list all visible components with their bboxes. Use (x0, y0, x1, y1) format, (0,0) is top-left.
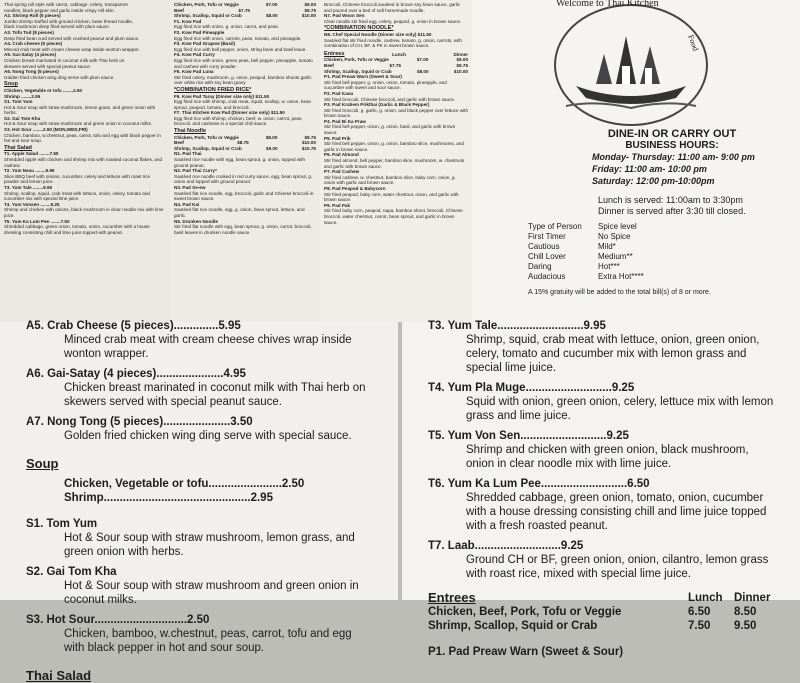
menu-page-entrees-small (320, 0, 472, 322)
menu-line: Slice BBQ beef with onions, cucumber, celery and lettuce with roast rice powder and lemon juice. (4, 173, 151, 185)
item-desc: Golden fried chicken wing ding serve with special sauce. (64, 430, 352, 442)
menu-line: Stir fried peapod, baby corn, water chestnut, onion, and garlic with brown sauce. (324, 191, 459, 203)
thai-kitchen-logo (554, 0, 708, 126)
menu-page-salad-zoom (402, 320, 800, 658)
price-dinner: $10.75 (301, 145, 316, 151)
price-row-label: Shrimp, Scallop, Squid or Crab (324, 68, 392, 74)
spice-level: Hot*** (598, 262, 620, 271)
menu-line: Sautéed flat rice noodle, egg, broccoli, garlic and Chinese broccoli in sweet brown sauce. (174, 190, 314, 202)
soup-price-line: Shrimp..............................................2.95 (64, 492, 273, 504)
dine-in-title: DINE-IN OR CARRY OUT (607, 128, 737, 140)
spice-col-type: Type of Person (528, 222, 582, 231)
menu-item-title: T4. Yum Vonsen ........9.25 (4, 201, 60, 207)
menu-line: Egg fried rice with shrimp, chicken, beef, w. onion, carrot, peas, broccoli, and cashews in a special chili sauce. (174, 115, 303, 127)
menu-item-title: S2. Gai Tom Kha (4, 115, 41, 121)
menu-line: Sautéed rice noodle with egg, bean sprout, g. onion, topped with ground peanut. (174, 157, 306, 168)
spice-type: Daring (528, 262, 552, 271)
logo-side-text: Food (686, 33, 701, 53)
item-title: A7. Nong Tong (5 pieces).....................3.50 (26, 416, 253, 428)
section-heading-entrees: Entrees (428, 590, 476, 605)
price-dinner: $9.00 (456, 57, 468, 63)
menu-line: Chicken breast marinated in coconut milk with Thai herb on (4, 57, 125, 63)
hours-line: Saturday: 12:00 pm-10:00pm (592, 176, 715, 186)
menu-item-title: F1. Kow Pad (174, 18, 202, 24)
spice-col-level: Spice level (598, 222, 637, 231)
menu-line: Minced crab meat with cream cheese wrap inside wonton wrapper. (4, 46, 140, 52)
price-lunch: $7.00 (416, 57, 429, 63)
menu-item-title: P8. Pad Peapod & Babycorn (324, 186, 386, 191)
menu-item-title: N7. Pad Woon Sen (324, 13, 365, 19)
hours-line: Monday- Thursday: 11:00 am- 9:00 pm (592, 152, 755, 162)
menu-item-title: N1. Pad Thai (174, 151, 202, 157)
restaurant-info (512, 128, 792, 217)
item-title: S2. Gai Tom Kha (26, 566, 117, 578)
section-heading-salad: Thai Salad (4, 144, 32, 151)
menu-line: Stir fried baby corn, peapod, napa, bamboo shoot, broccoli, Chinese broccoli, water chestnut, carrot, bean sprout, and garlic in brown sauce. (324, 208, 463, 225)
item-desc: Squid with onion, green onion, celery, lettuce mix with lemon grass and lime juice. (466, 396, 774, 422)
soup-price-line: Chicken, Vegetable or tofu.......................2.50 (64, 478, 305, 490)
price-row-label: Shrimp, Scallop, Squid or Crab (428, 620, 598, 632)
price-row-label: Chicken, Pork, Tofu or Veggie (174, 134, 239, 140)
price-row-label: Shrimp, Scallop, Squid or Crab (174, 13, 242, 19)
menu-item-title: P3. Pad Kratiem Prikthai (Garlic & Black Pepper) (324, 102, 430, 108)
section-heading-soup: Soup (26, 456, 59, 471)
price-dinner: $9.75 (304, 7, 316, 13)
price-row-label: Beef (174, 7, 184, 13)
price-row (428, 619, 774, 633)
menu-line: Stir fried broccoli, Chinese broccoli, and garlic with brown sauce. (324, 96, 456, 102)
spice-type: Chill Lover (528, 252, 566, 261)
menu-item-title: P9. Pad Pak (324, 202, 351, 208)
menu-page-fried-rice (170, 0, 320, 322)
price-row-label: Chicken, Pork, Tofu or Veggie (174, 2, 239, 7)
spice-type: First Timer (528, 232, 566, 241)
item-desc: Shrimp, squid, crab meat with lettuce, onion, green onion, celery, tomato and cucumber mix with lemon grass and special lime juice. (466, 334, 760, 374)
price-lunch: $8.75 (237, 140, 249, 146)
menu-line: Stir fried bell pepper, onion, g. onion, basil, and garlic with brown sauce. (324, 124, 456, 136)
price-row-label: Beef (174, 140, 184, 146)
menu-line: Shrimp and chicken with onions, black mushroom in clear noodle mix with lime juice. (4, 207, 164, 218)
spice-row (528, 232, 728, 242)
menu-line: Stir fried cashew, w. chestnut, bamboo slice, baby corn, onion, g. onion with garlic and brown sauce. (324, 174, 456, 186)
cutoff-item-title: P1. Pad Preaw Warn (Sweet & Sour) (428, 646, 624, 658)
gratuity-note: A 15% gratuity will be added to the total bill(s) of 8 or more. (528, 289, 711, 296)
spice-level-table (528, 222, 728, 298)
col-lunch: Lunch (392, 51, 406, 57)
menu-line: Chicken, Vegetable or tofu ........2.50 (4, 87, 83, 93)
price-row (428, 605, 774, 619)
menu-item-title: N8. Chef Special Noodle (Dinner size only) $11.50 (324, 31, 432, 37)
item-title: T5. Yum Von Sen...........................9.25 (428, 430, 629, 442)
menu-item-title: F4. Kow Pad Curry (174, 52, 215, 58)
menu-line: skewers served with special peanut sauce. (4, 63, 92, 69)
menu-item-title: F3. Kow Pad Grapow (Basil) (174, 41, 236, 47)
menu-line: Sautéed flat rice noodle, egg, g. onion, bean sprout, lettuce, and garlic. (174, 207, 305, 218)
menu-line: Hot & Sour soup with straw mushroom, lemon grass, and green onion with herbs. (4, 104, 156, 116)
item-desc: Chicken breast marinated in coconut milk with Thai herb on skewers served with special peanut sauce. (64, 382, 366, 408)
menu-item-title: N3. Pad Se-ew (174, 185, 206, 190)
menu-item-title: A4. Crab cheese (5 pieces) (4, 41, 63, 47)
spice-level: Extra Hot**** (598, 272, 644, 281)
spice-type: Audacious (528, 272, 566, 281)
item-desc: Hot & Sour soup with straw mushroom and green onion in coconut milks. (64, 580, 359, 606)
menu-line: Egg fried rice with shrimp, crab meat, squid, scallop, w. onion, bean sprout, peapod, tomato, and broccoli. (174, 99, 312, 110)
entrees-text-block (320, 0, 472, 227)
cutoff-item-title: T3. Yum Tale...........................9.95 (428, 320, 606, 332)
menu-item-title: P5. Pad Prik (324, 135, 351, 141)
price-lunch: $9.00 (266, 145, 278, 151)
menu-item-title: F5. Kow Pad Luna (174, 69, 214, 75)
price-lunch: $8.00 (265, 134, 278, 140)
price-lunch: $7.00 (265, 2, 278, 7)
section-heading-noodle: Thai Noodle (174, 128, 207, 135)
price-lunch: $8.00 (417, 68, 429, 74)
menu-line: Egg fried rice with onion, carrots, peas, tomato, and pineapple. (174, 35, 302, 41)
price-lunch: $7.75 (389, 62, 401, 68)
price-dinner: 8.50 (734, 606, 757, 618)
menu-line: Shrimp, scallop, squid, crab meat with lettuce, onion, celery, tomato and cucumber mix with special lime juice. (4, 190, 150, 202)
menu-item-title: A6. Nong Tong (5 pieces) (4, 69, 59, 75)
menu-page-soup-zoom (0, 320, 398, 683)
menu-item-title: P6. Pad Almond (324, 152, 359, 158)
menu-line: noodles, black pepper and garlic inside crispy roll skin. (4, 7, 115, 13)
spice-level: No Spice (598, 232, 631, 241)
item-title: T7. Laab...........................9.25 (428, 540, 584, 552)
price-dinner: $9.75 (304, 134, 316, 140)
logo-welcome-text: Welcome to Thai Kitchen (556, 0, 659, 9)
menu-line: Shrimp ........2.95 (4, 93, 41, 99)
price-row-label: Chicken, Beef, Pork, Tofu or Veggie (428, 606, 622, 618)
item-title: S1. Tom Yum (26, 518, 98, 530)
item-title: S3. Hot Sour.............................2.50 (26, 614, 210, 626)
menu-line: Deep fried bean curd served with crushed peanut and plum sauce. (4, 35, 140, 41)
item-desc: Chicken, bamboo, w.chestnut, peas, carrot, tofu and egg with black pepper in hot and sour soup. (64, 628, 352, 654)
business-hours-title: BUSINESS HOURS: (625, 140, 719, 151)
hours-line: Friday: 11:00 am- 10:00 pm (592, 164, 707, 174)
item-desc: Hot & Sour soup with straw mushroom, lemon grass, and green onion with herbs. (64, 532, 355, 558)
menu-item-title: P1. Pad Preaw Warn (Sweet & Sour) (324, 74, 402, 80)
menu-page-appetizers-small (0, 0, 170, 322)
price-lunch: 6.50 (688, 606, 711, 618)
spice-type: Cautious (528, 242, 560, 251)
menu-line: Clear noodle stir fried egg, celery, peapod, g. onion in brown sauce. (324, 18, 462, 24)
price-row-label: Beef (324, 62, 334, 68)
price-lunch: 7.50 (688, 620, 711, 632)
menu-item-title: A2. Shrimp Roll (5 pieces) (4, 13, 61, 19)
menu-line: Stir fried broccoli, g. garlic, g. onion, and black pepper over lettuce with brown sauce. (324, 107, 469, 119)
item-desc: Shredded cabbage, green onion, tomato, onion, cucumber with a house dressing consisting chill and lime juice topped with a fresh roasted peanut. (466, 492, 767, 532)
section-heading-combination-noodle: *COMBINATION NOODLE* (324, 25, 394, 32)
spice-header (528, 222, 728, 232)
menu-item-title: N4. Pad Kai (174, 201, 200, 207)
dinner-note: Dinner is served after 3:30 till closed. (598, 206, 746, 216)
salad-zoom-text (402, 319, 800, 659)
menu-line: Stir fried bell pepper, g. onion, onion, tomato, pineapple, and cucumber with sweet and sour sauce. (324, 79, 447, 91)
spice-row (528, 252, 728, 262)
section-heading-combination-rice: *COMBINATION FRIED RICE* (174, 86, 252, 93)
item-title: T6. Yum Ka Lum Pee...........................6.50 (428, 478, 650, 490)
menu-page-cover (472, 0, 800, 322)
price-lunch: $7.75 (238, 7, 250, 13)
entrees-header-row (428, 591, 774, 605)
fried-rice-text-block (170, 0, 320, 237)
section-heading-entrees: Entrees (324, 50, 345, 57)
spice-row (528, 242, 728, 252)
price-dinner: $10.00 (301, 140, 316, 146)
menu-line: and poured over a bed of soft homemade noodle. (324, 7, 425, 13)
menu-line: Broccoli, Chinese broccoli sautéed in brown soy bean sauce, garlic (324, 2, 461, 7)
menu-item-title: S3. Hot Sour ........2.50 (MON,WED,FRI) (4, 127, 88, 133)
menu-line: Egg fried rice with bell pepper, onion, string bean and basil leave. (174, 46, 307, 52)
item-title: T4. Yum Pla Muge...........................9.25 (428, 382, 635, 394)
logo-arc-text (556, 0, 706, 124)
menu-item-title: T3. Yum Tale ........9.95 (4, 185, 53, 190)
price-dinner: $10.00 (453, 68, 468, 74)
menu-line: black mushroom deep fried served with plum sauce. (4, 24, 110, 30)
spice-row (528, 262, 728, 272)
menu-line: Stir fried bell pepper, onion, g. onion, bamboo slice, mushrooms, and garlic in brown sauce. (324, 141, 464, 152)
soup-zoom-text (0, 319, 398, 683)
item-desc: Ground CH or BF, green onion, onion, cilantro, lemon grass with roast rice, mixed with special lime juice. (466, 554, 769, 580)
menu-line: Stir fried celery, mushroom, g. onion, peapod, bamboo shoots garlic over white rice with soy bean gravy. (174, 74, 312, 86)
spice-level: Medium** (598, 252, 633, 261)
menu-line: Jumbo shrimp stuffed with ground chicken, bean thread noodle, (4, 18, 134, 24)
menu-line: Golden fried chicken wing ding serve with plum sauce. (4, 74, 115, 80)
menu-line: Chicken, bamboo, w.chestnut, peas, carrot, tofu and egg with black pepper in hot and sour soup. (4, 132, 161, 144)
menu-line: Shredded cabbage, green onion, tomato, onion, cucumber with a house dressing consisting chill and lime juice topped with peanut. (4, 224, 150, 235)
menu-line: Shredded apple with chicken and shrimp mix with roasted coconut flakes, and cashew. (4, 157, 163, 168)
menu-item-title: P4. Pad Bi Ka Praw (324, 118, 366, 124)
item-desc: Minced crab meat with cream cheese chives wrap inside wonton wrapper. (64, 334, 352, 360)
lunch-note: Lunch is served: 11:00am to 3:30pm (598, 195, 743, 205)
menu-item-title: A3. Tofu Tod (8 pieces) (4, 29, 54, 35)
spice-row (528, 272, 728, 282)
menu-line: Sautéed flat stir fried noodle, cashew, tomato, g. onion, carrots, with combination of CH, BF, & PK in sweet brown sauce. (324, 37, 462, 49)
price-dinner: $9.75 (456, 62, 468, 68)
col-dinner: Dinner (453, 51, 468, 57)
menu-item-title: F6. Kow Pad Taray (Dinner size only) $11.50 (174, 93, 270, 99)
menu-line: Stir fried almond, bell pepper, bamboo slice, mushroom, w. chestnuts and garlic with brown sauce. (324, 158, 465, 169)
item-desc: Shrimp and chicken with green onion, black mushroom, onion in clear noodle mix with lime juice. (466, 444, 749, 470)
menu-item-title: N2. Pad Thai Curry* (174, 168, 217, 174)
menu-item-title: P2. Pad Kana (324, 90, 354, 96)
cutoff-item-title: A5. Crab Cheese (5 pieces)..............5.95 (26, 320, 241, 332)
item-title: A6. Gai-Satay (4 pieces).....................4.95 (26, 368, 246, 380)
section-heading-soup: Soup (4, 81, 18, 88)
appetizer-text-block (0, 0, 170, 237)
col-dinner: Dinner (734, 592, 771, 604)
cutoff-section-heading: Thai Salad (26, 668, 92, 683)
menu-line: Egg fried rice with onion, g. onion, carrot, and peas. (174, 24, 279, 30)
price-lunch: $8.00 (266, 13, 278, 19)
menu-item-title: N5. Drunken Noodle (174, 218, 218, 224)
menu-line: Egg fried rice with onion, green peas, bell pepper, pineapple, tomato and cashew with curry powder. (174, 57, 313, 69)
price-dinner: 9.50 (734, 620, 757, 632)
menu-item-title: F2. Kow Pad Pineapple (174, 29, 225, 35)
spice-level: Mild* (598, 242, 616, 251)
menu-item-title: T2. Yum Neau ........9.95 (4, 168, 55, 174)
col-lunch: Lunch (688, 592, 723, 604)
menu-item-title: P7. Pad Cashew (324, 169, 360, 175)
menu-item-title: T5. Yum Ka Lum Pee ........7.50 (4, 218, 70, 224)
menu-line: Stir fried flat noodle with egg, bean sprout, g. onion, carrot, broccoli, basil leaves in drunken noodle sauce. (174, 224, 312, 235)
menu-item-title: S1. Tom Yum (4, 99, 33, 105)
menu-line: Sautéed rice noodle cooked in red curry sauce, egg, bean sprout, g. onion and topped with ground peanut. (174, 173, 313, 185)
price-dinner: $9.00 (304, 2, 316, 7)
menu-line: Thai spring roll style with carrot, cabbage, celery, transparent (4, 2, 128, 7)
menu-item-title: A5. Gai-Satay (4 pieces) (4, 52, 57, 58)
price-row-label: Shrimp, Scallop, Squid or Crab (174, 145, 242, 151)
price-dinner: $10.00 (301, 13, 316, 19)
menu-item-title: T1. Apple Salad ........7.50 (4, 151, 59, 157)
price-row-label: Chicken, Pork, Tofu or Veggie (324, 57, 389, 63)
menu-item-title: F7. Thai Kitchen Kow Pad (Dinner size only) $11.50 (174, 110, 285, 116)
menu-line: Hot & Sour soup with straw mushroom and green onion in coconut milks. (4, 121, 153, 127)
